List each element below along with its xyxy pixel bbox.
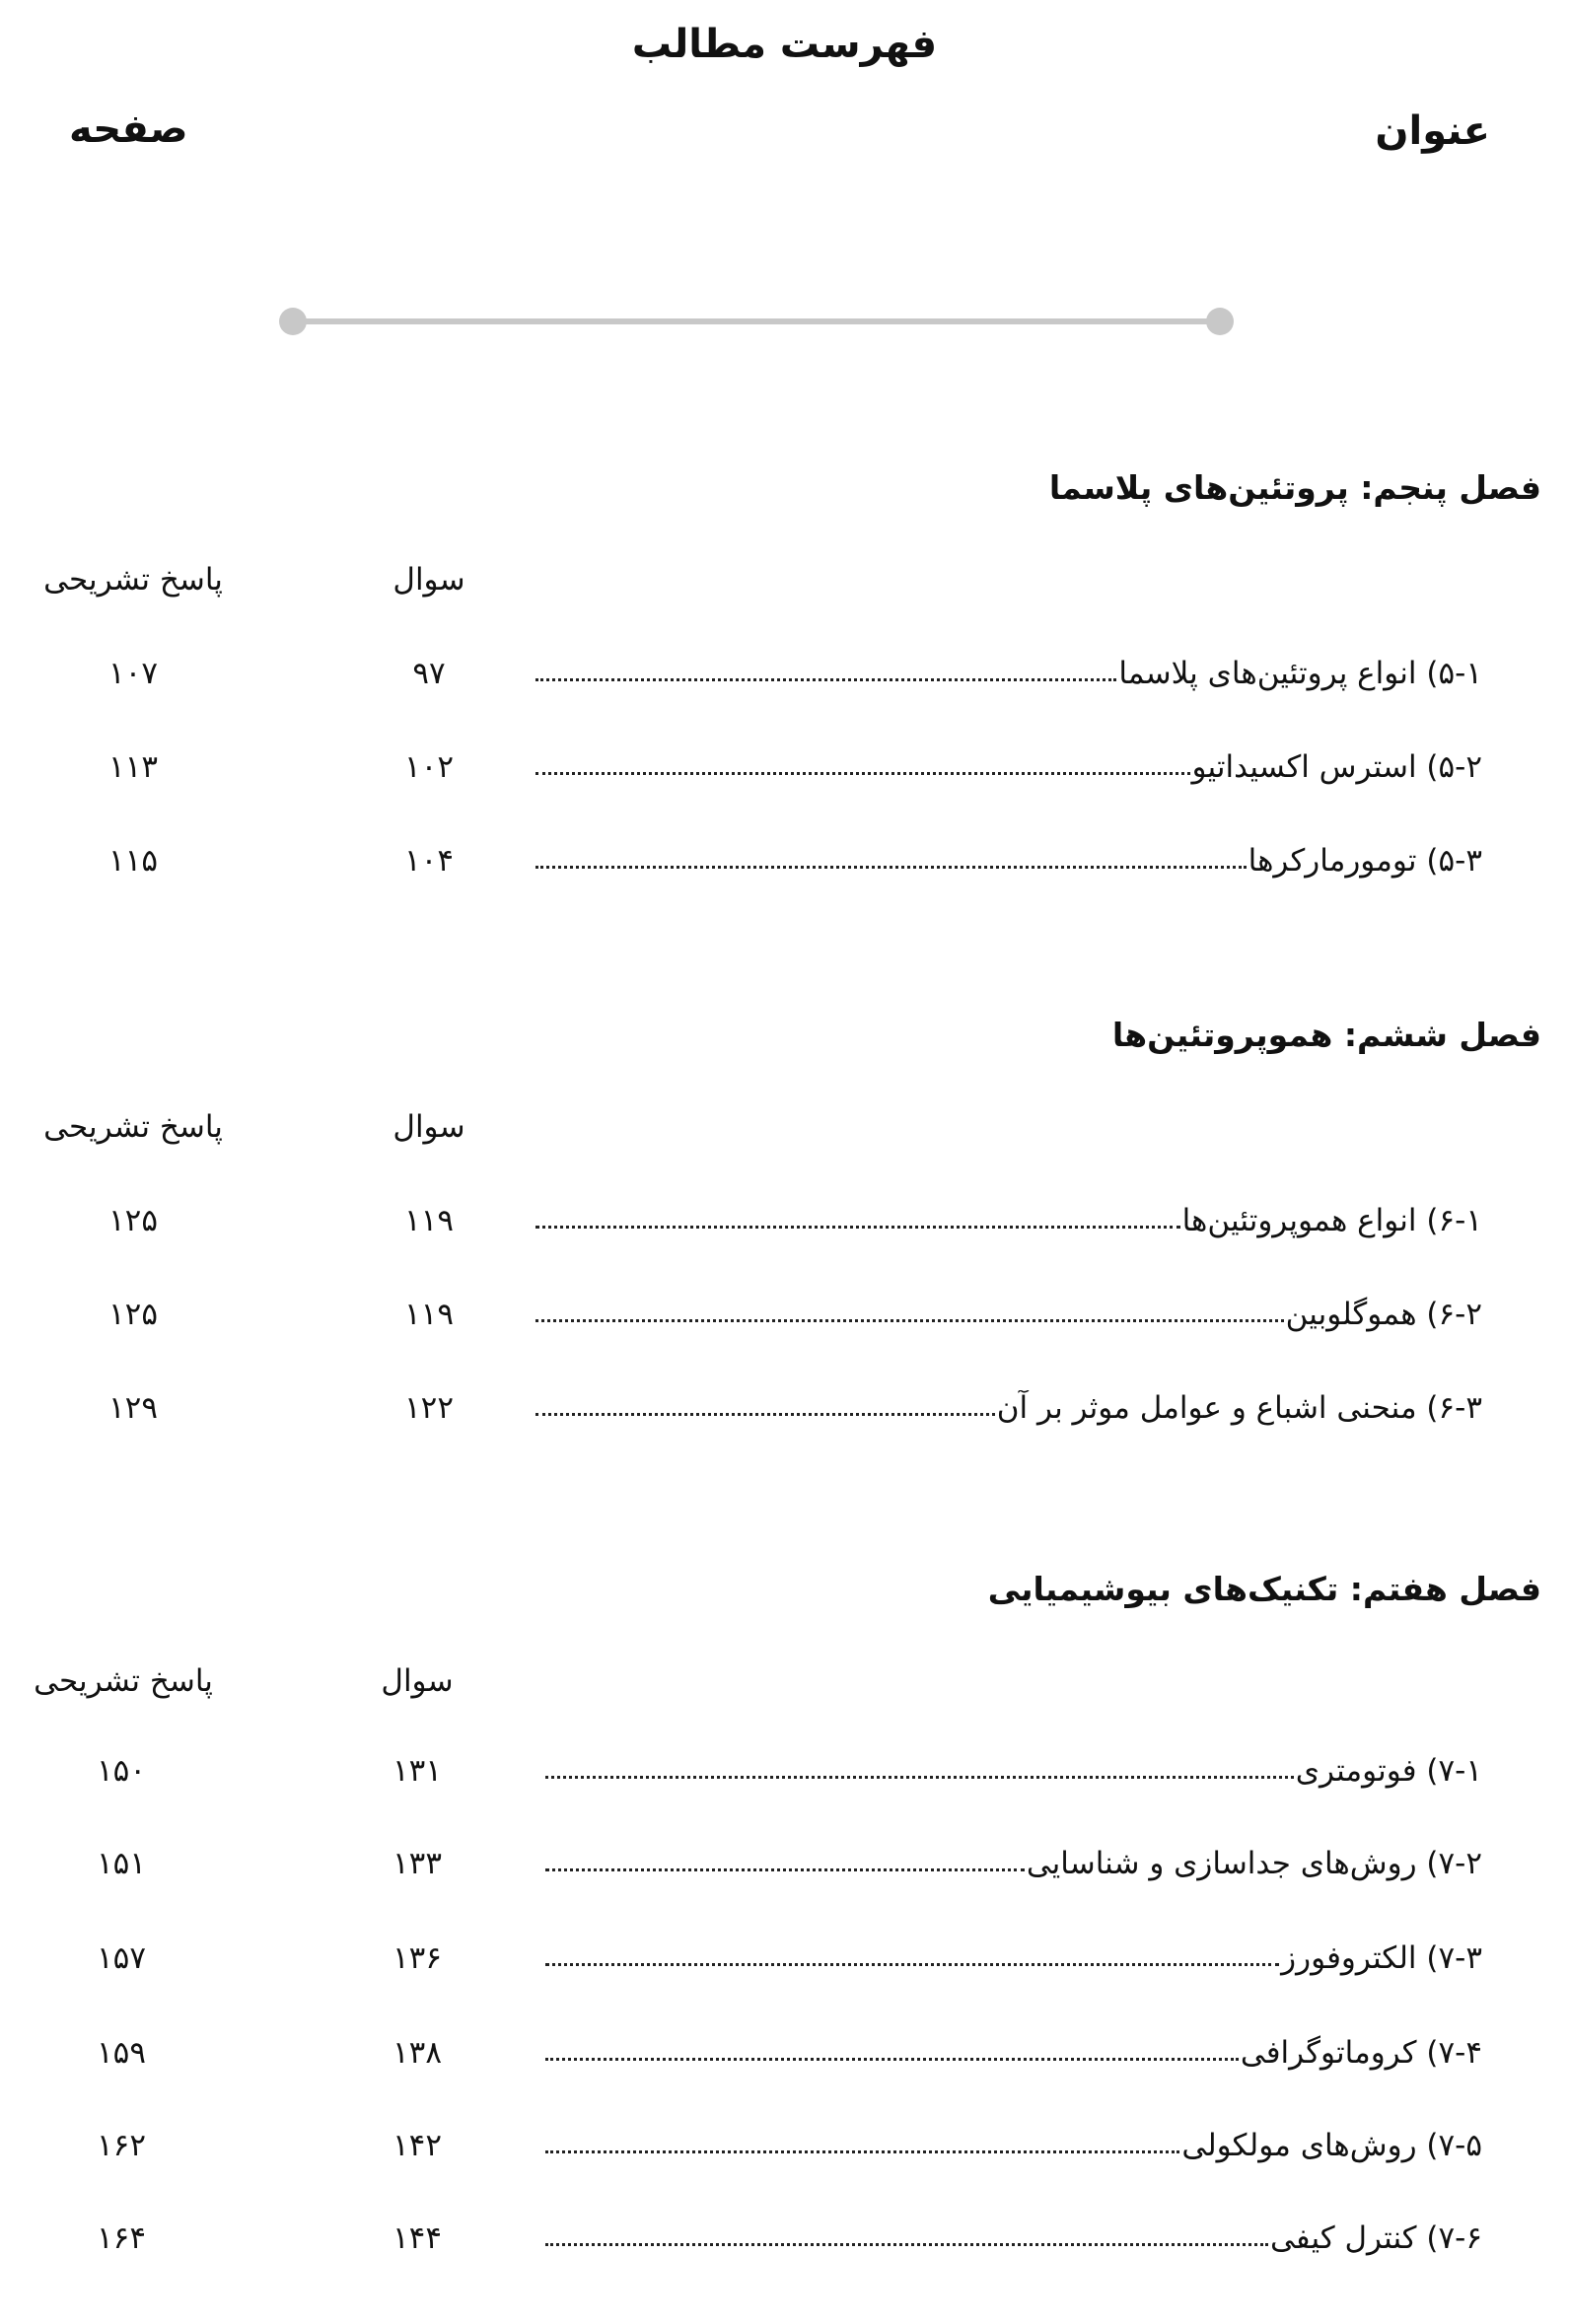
entry-label <box>535 656 1482 691</box>
question-page-number: ۱۱۹ <box>404 1297 454 1332</box>
entry-label <box>535 1203 1482 1238</box>
leader-dots <box>545 2058 1239 2061</box>
entry-text: ۷-۳) الکتروفورز <box>1281 1940 1482 1976</box>
answer-page-number: ۱۶۴ <box>97 2220 146 2256</box>
entry-text: ۶-۲) هموگلوبین <box>1285 1297 1482 1332</box>
question-page-number: ۱۳۸ <box>392 2035 442 2071</box>
toc-entry[interactable] <box>0 1390 1569 1434</box>
question-column-label: سوال <box>392 1109 465 1145</box>
entry-label <box>535 843 1482 879</box>
divider-dot-left <box>279 308 307 335</box>
answer-page-number: ۱۰۷ <box>108 656 158 691</box>
toc-entry[interactable] <box>0 1297 1569 1340</box>
entry-text: ۶-۳) منحنی اشباع و عوامل موثر بر آن <box>996 1390 1482 1426</box>
chapter-title: فصل پنجم: پروتئین‌های پلاسما <box>1048 468 1541 507</box>
answer-page-number: ۱۲۵ <box>108 1203 158 1238</box>
leader-dots <box>545 1776 1294 1779</box>
answer-column-label: پاسخ تشریحی <box>43 1109 223 1145</box>
question-page-number: ۱۰۴ <box>404 843 454 879</box>
toc-entry[interactable] <box>0 2128 1569 2171</box>
chapter-title: فصل ششم: هموپروتئین‌ها <box>1111 1016 1541 1054</box>
leader-dots <box>545 2150 1179 2153</box>
answer-page-number: ۱۵۱ <box>97 1846 146 1881</box>
entry-text: ۷-۶) کنترل کیفی <box>1269 2220 1482 2256</box>
question-page-number: ۱۱۹ <box>404 1203 454 1238</box>
answer-page-number: ۱۲۹ <box>108 1390 158 1426</box>
leader-dots <box>535 772 1190 775</box>
entry-label <box>535 749 1482 785</box>
page-column-header: صفحه <box>69 106 188 152</box>
entry-text: ۵-۱) انواع پروتئین‌های پلاسما <box>1118 656 1482 691</box>
answer-column-label: پاسخ تشریحی <box>34 1663 213 1699</box>
entry-text: ۵-۳) تومورمارکرها <box>1248 843 1482 879</box>
entry-text: ۵-۲) استرس اکسیداتیو <box>1191 749 1482 785</box>
toc-entry[interactable] <box>0 1203 1569 1246</box>
entry-text: ۷-۲) روش‌های جداسازی و شناسایی <box>1026 1846 1482 1881</box>
question-page-number: ۱۴۴ <box>392 2220 442 2256</box>
chapter-title: فصل هفتم: تکنیک‌های بیوشیمیایی <box>987 1570 1541 1608</box>
question-column-label: سوال <box>381 1663 454 1699</box>
decorative-divider <box>279 308 1234 335</box>
entry-label <box>545 1753 1482 1789</box>
question-page-number: ۱۳۶ <box>392 1940 442 1976</box>
leader-dots <box>535 1226 1180 1229</box>
toc-entry[interactable] <box>0 2220 1569 2264</box>
question-page-number: ۹۷ <box>412 656 446 691</box>
entry-label <box>535 1390 1482 1426</box>
entry-label <box>545 2035 1482 2071</box>
entry-label <box>545 2220 1482 2256</box>
leader-dots <box>545 1868 1025 1871</box>
question-page-number: ۱۰۲ <box>404 749 454 785</box>
divider-bar <box>291 318 1222 324</box>
answer-page-number: ۱۵۷ <box>97 1940 146 1976</box>
question-column-label: سوال <box>392 562 465 598</box>
answer-page-number: ۱۶۲ <box>97 2128 146 2163</box>
toc-entry[interactable] <box>0 843 1569 886</box>
leader-dots <box>545 2243 1268 2246</box>
toc-entry[interactable] <box>0 656 1569 699</box>
question-page-number: ۱۲۲ <box>404 1390 454 1426</box>
answer-page-number: ۱۱۳ <box>108 749 158 785</box>
page-title: فهرست مطالب <box>631 22 938 67</box>
question-page-number: ۱۳۳ <box>392 1846 442 1881</box>
leader-dots <box>545 1963 1279 1966</box>
toc-entry[interactable] <box>0 2035 1569 2078</box>
leader-dots <box>535 1319 1284 1322</box>
entry-text: ۶-۱) انواع هموپروتئین‌ها <box>1181 1203 1482 1238</box>
entry-label <box>545 2128 1482 2163</box>
answer-page-number: ۱۵۹ <box>97 2035 146 2071</box>
toc-entry[interactable] <box>0 1940 1569 1984</box>
entry-label <box>545 1846 1482 1881</box>
answer-page-number: ۱۱۵ <box>108 843 158 879</box>
question-page-number: ۱۴۲ <box>392 2128 442 2163</box>
entry-text: ۷-۴) کروماتوگرافی <box>1240 2035 1482 2071</box>
entry-text: ۷-۵) روش‌های مولکولی <box>1181 2128 1482 2163</box>
title-column-header: عنوان <box>1375 108 1490 154</box>
toc-entry[interactable] <box>0 1753 1569 1796</box>
toc-entry[interactable] <box>0 749 1569 793</box>
leader-dots <box>535 866 1247 869</box>
entry-label <box>535 1297 1482 1332</box>
answer-column-label: پاسخ تشریحی <box>43 562 223 598</box>
divider-dot-right <box>1206 308 1234 335</box>
leader-dots <box>535 678 1116 681</box>
entry-label <box>545 1940 1482 1976</box>
entry-text: ۷-۱) فوتومتری <box>1295 1753 1482 1789</box>
question-page-number: ۱۳۱ <box>392 1753 442 1789</box>
toc-entry[interactable] <box>0 1846 1569 1889</box>
leader-dots <box>535 1413 995 1416</box>
answer-page-number: ۱۲۵ <box>108 1297 158 1332</box>
answer-page-number: ۱۵۰ <box>97 1753 146 1789</box>
